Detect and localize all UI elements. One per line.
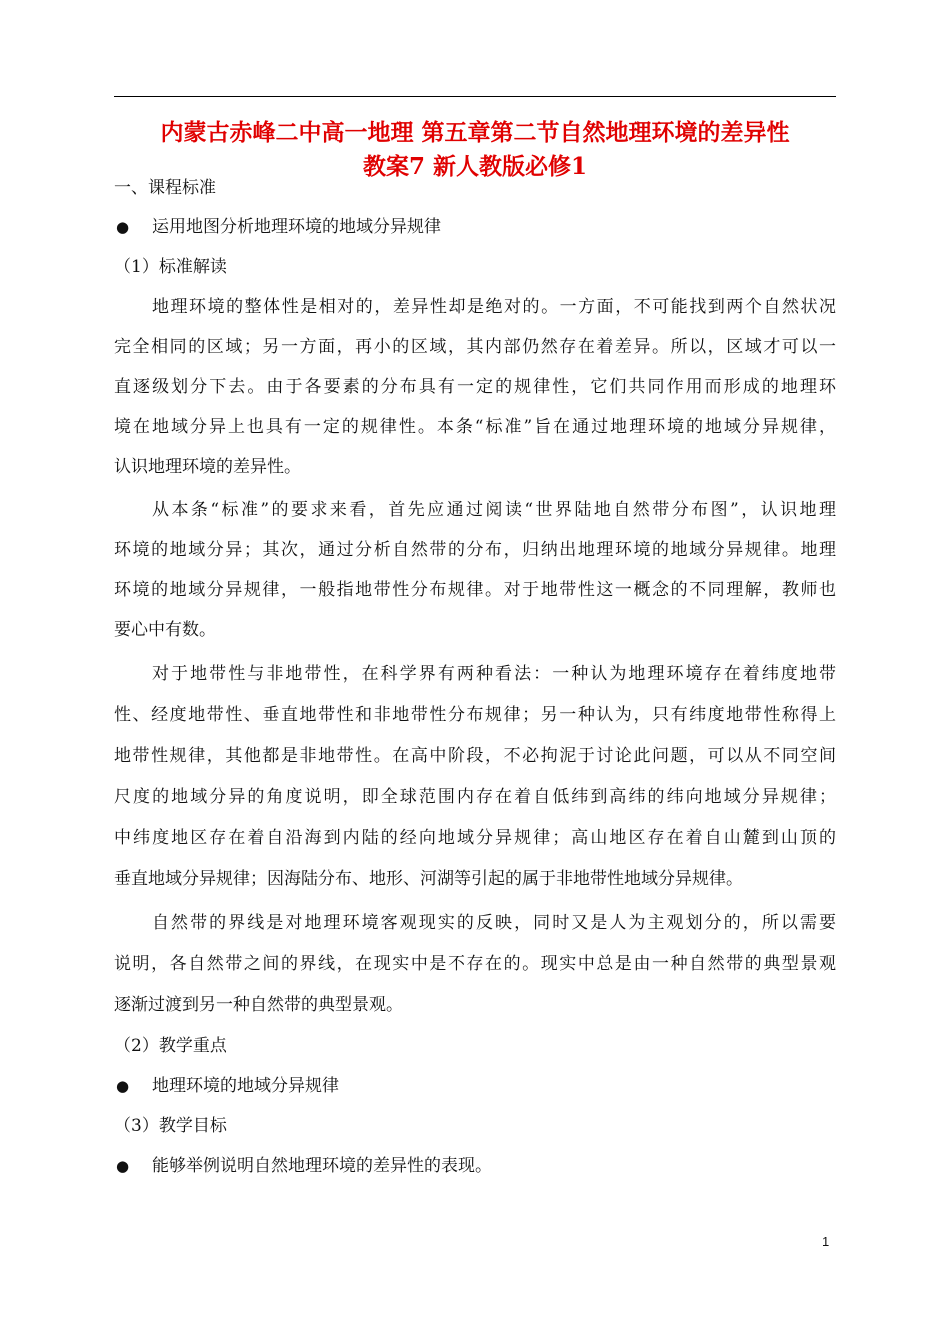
paragraph-line: 性、经度地带性、垂直地带性和非地带性分布规律；另一种认为，只有纬度地带性称得上 <box>114 705 836 725</box>
paragraph-line: 直逐级划分下去。由于各要素的分布具有一定的规律性，它们共同作用而形成的地理环 <box>114 377 836 397</box>
standard-bullet-item: 运用地图分析地理环境的地域分异规律 <box>152 217 441 237</box>
paragraph-line: 环境的地域分异规律，一般指地带性分布规律。对于地带性这一概念的不同理解，教师也 <box>114 580 836 600</box>
paragraph-line: 自然带的界线是对地理环境客观现实的反映，同时又是人为主观划分的，所以需要 <box>152 913 836 933</box>
paragraph-line: 说明，各自然带之间的界线，在现实中是不存在的。现实中总是由一种自然带的典型景观 <box>114 954 836 974</box>
paragraph-line: 对于地带性与非地带性，在科学界有两种看法：一种认为地理环境存在着纬度地带 <box>152 664 836 684</box>
paragraph-line: 尺度的地域分异的角度说明，即全球范围内存在着自低纬到高纬的纬向地域分异规律； <box>114 787 836 807</box>
paragraph-line: 地理环境的整体性是相对的，差异性却是绝对的。一方面，不可能找到两个自然状况 <box>152 297 836 317</box>
paragraph-line: 要心中有数。 <box>114 620 216 640</box>
document-title-line2: 教案7 新人教版必修1 <box>362 153 587 180</box>
paragraph-line: 境在地域分异上也具有一定的规律性。本条“标准”旨在通过地理环境的地域分异规律， <box>114 417 836 437</box>
bullet-icon: ● <box>116 1157 130 1175</box>
goal-bullet-item: 能够举例说明自然地理环境的差异性的表现。 <box>152 1156 492 1176</box>
paragraph-line: 认识地理环境的差异性。 <box>114 457 301 477</box>
subheading-standard-interpretation: （1）标准解读 <box>114 257 227 277</box>
document-title-line1: 内蒙古赤峰二中高一地理 第五章第二节自然地理环境的差异性 <box>160 119 790 146</box>
paragraph-line: 地带性规律，其他都是非地带性。在高中阶段，不必拘泥于讨论此问题，可以从不同空间 <box>114 746 836 766</box>
paragraph-line: 逐渐过渡到另一种自然带的典型景观。 <box>114 995 403 1015</box>
key-point-bullet-item: 地理环境的地域分异规律 <box>152 1076 339 1096</box>
subheading-teaching-focus: （2）教学重点 <box>114 1036 227 1056</box>
bullet-icon: ● <box>116 218 130 236</box>
header-rule <box>114 96 836 97</box>
paragraph-line: 环境的地域分异；其次，通过分析自然带的分布，归纳出地理环境的地域分异规律。地理 <box>114 540 836 560</box>
paragraph-line: 中纬度地区存在着自沿海到内陆的经向地域分异规律；高山地区存在着自山麓到山顶的 <box>114 828 836 848</box>
page-number: 1 <box>822 1234 830 1249</box>
subheading-teaching-goals: （3）教学目标 <box>114 1116 227 1136</box>
paragraph-line: 垂直地域分异规律；因海陆分布、地形、河湖等引起的属于非地带性地域分异规律。 <box>114 869 743 889</box>
paragraph-line: 从本条“标准”的要求来看，首先应通过阅读“世界陆地自然带分布图”，认识地理 <box>152 500 836 520</box>
bullet-icon: ● <box>116 1077 130 1095</box>
section-heading-curriculum-standard: 一、课程标准 <box>114 178 216 198</box>
paragraph-line: 完全相同的区域；另一方面，再小的区域，其内部仍然存在着差异。所以，区域才可以一 <box>114 337 836 357</box>
